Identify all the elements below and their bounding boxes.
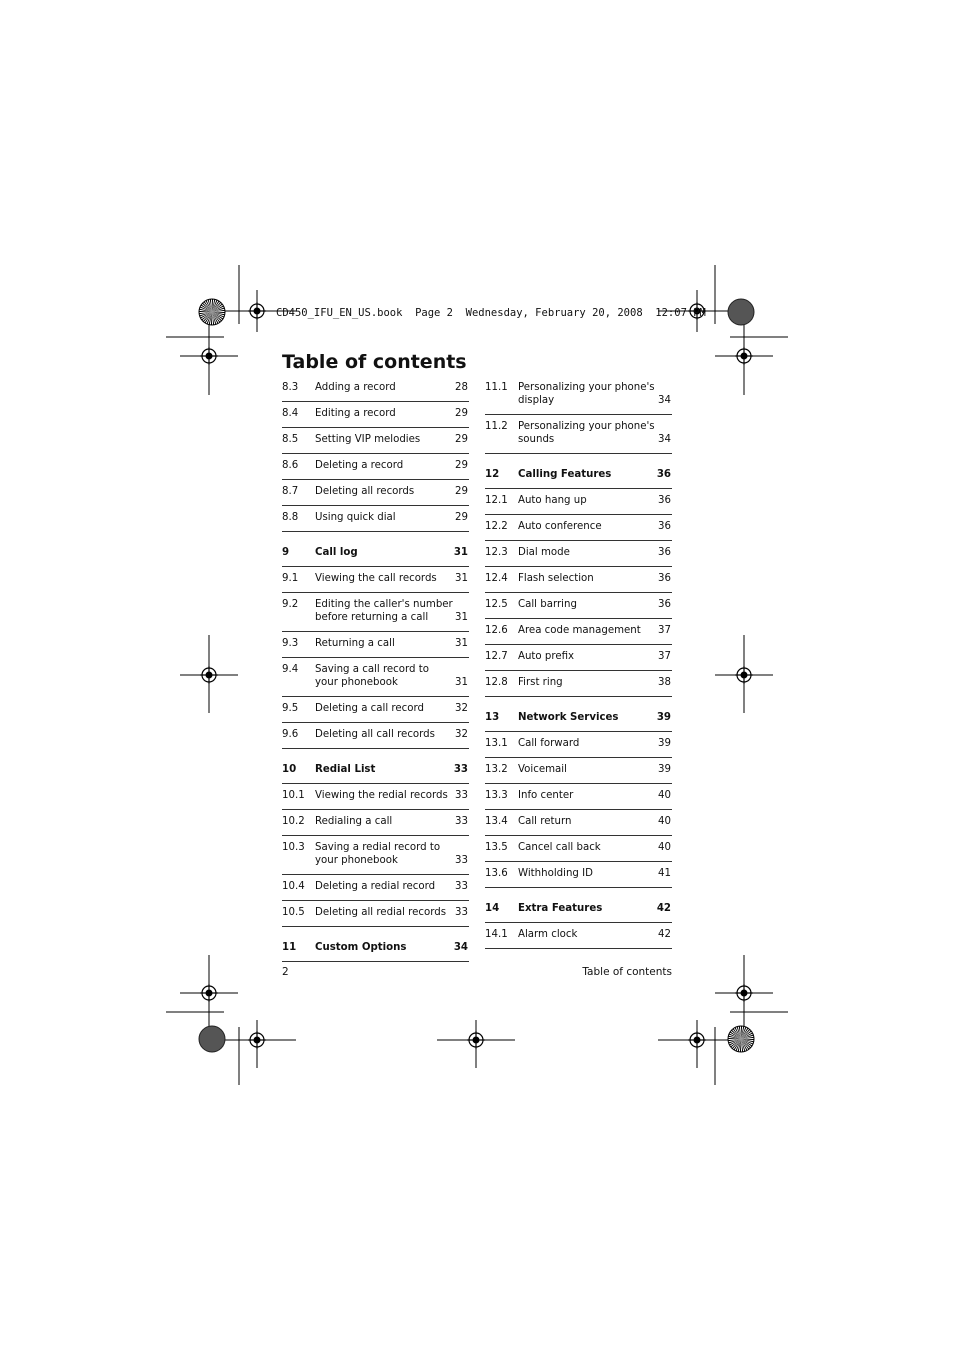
toc-section-entry[interactable] bbox=[282, 658, 469, 697]
toc-entry-page: 31 bbox=[455, 677, 468, 688]
toc-entry-page: 29 bbox=[455, 434, 468, 445]
toc-section-entry[interactable] bbox=[485, 515, 672, 541]
toc-section-entry[interactable] bbox=[282, 632, 469, 658]
toc-entry-page: 29 bbox=[455, 460, 468, 471]
toc-entry-title: Viewing the redial records bbox=[315, 790, 448, 801]
toc-entry-title: Editing the caller's number before returning a call bbox=[315, 599, 453, 623]
toc-entry-page: 32 bbox=[455, 729, 468, 740]
toc-entry-title: Redial List bbox=[315, 764, 376, 775]
toc-entry-number: 13.5 bbox=[485, 842, 508, 853]
toc-entry-number: 13.3 bbox=[485, 790, 508, 801]
toc-entry-page: 33 bbox=[453, 764, 468, 775]
toc-section-entry[interactable] bbox=[485, 862, 672, 888]
toc-entry-page: 33 bbox=[455, 881, 468, 892]
toc-entry-title: Flash selection bbox=[518, 573, 594, 584]
toc-entry-number: 11.1 bbox=[485, 382, 508, 393]
toc-entry-title: Deleting all records bbox=[315, 486, 415, 497]
toc-entry-title: Call return bbox=[518, 816, 572, 827]
grey-patch-icon bbox=[728, 299, 754, 325]
registration-target-icon bbox=[735, 347, 753, 365]
toc-entry-page: 38 bbox=[658, 677, 671, 688]
star-target-icon bbox=[199, 299, 225, 325]
toc-entry-number: 13.4 bbox=[485, 816, 508, 827]
toc-entry-page: 39 bbox=[658, 738, 671, 749]
toc-section-entry[interactable] bbox=[485, 732, 672, 758]
toc-entry-title: Calling Features bbox=[518, 469, 612, 480]
toc-section-entry[interactable] bbox=[485, 923, 672, 949]
toc-entry-number: 13.1 bbox=[485, 738, 508, 749]
registration-target-icon bbox=[200, 666, 218, 684]
toc-entry-number: 14.1 bbox=[485, 929, 508, 940]
toc-section-entry[interactable] bbox=[282, 428, 469, 454]
toc-entry-number: 9.4 bbox=[282, 664, 299, 675]
toc-chapter-entry[interactable] bbox=[485, 706, 672, 732]
toc-entry-title: Deleting all redial records bbox=[315, 907, 447, 918]
toc-chapter-entry[interactable] bbox=[485, 463, 672, 489]
toc-entry-title: Call barring bbox=[518, 599, 577, 610]
toc-entry-number: 13.2 bbox=[485, 764, 508, 775]
toc-entry-title: Deleting a record bbox=[315, 460, 404, 471]
toc-entry-page: 31 bbox=[453, 547, 468, 558]
registration-target-icon bbox=[688, 1031, 706, 1049]
toc-entry-number: 8.3 bbox=[282, 382, 299, 393]
toc-section-entry[interactable] bbox=[485, 541, 672, 567]
toc-entry-title: Withholding ID bbox=[518, 868, 593, 879]
toc-section-entry[interactable] bbox=[282, 480, 469, 506]
toc-entry-page: 36 bbox=[658, 521, 671, 532]
toc-entry-number: 12 bbox=[485, 469, 500, 480]
toc-entry-number: 9.5 bbox=[282, 703, 299, 714]
toc-entry-title: Call forward bbox=[518, 738, 580, 749]
page-title: Table of contents bbox=[282, 351, 467, 373]
toc-entry-number: 12.8 bbox=[485, 677, 508, 688]
toc-section-entry[interactable] bbox=[282, 784, 469, 810]
toc-entry-number: 12.3 bbox=[485, 547, 508, 558]
toc-entry-title: Editing a record bbox=[315, 408, 396, 419]
toc-entry-page: 33 bbox=[455, 790, 468, 801]
toc-entry-number: 12.7 bbox=[485, 651, 508, 662]
toc-section-entry[interactable] bbox=[485, 619, 672, 645]
toc-entry-number: 12.4 bbox=[485, 573, 508, 584]
toc-entry-page: 32 bbox=[455, 703, 468, 714]
toc-entry-number: 11 bbox=[282, 942, 297, 953]
toc-chapter-entry[interactable] bbox=[282, 936, 469, 962]
toc-entry-page: 29 bbox=[455, 512, 468, 523]
toc-entry-title: Deleting a call record bbox=[315, 703, 424, 714]
toc-entry-page: 36 bbox=[656, 469, 671, 480]
toc-entry-title: Auto hang up bbox=[518, 495, 587, 506]
toc-entry-title: Dial mode bbox=[518, 547, 570, 558]
toc-section-entry[interactable] bbox=[282, 593, 469, 632]
toc-section-entry[interactable] bbox=[485, 567, 672, 593]
toc-entry-page: 29 bbox=[455, 486, 468, 497]
toc-entry-number: 8.4 bbox=[282, 408, 299, 419]
footer-page-number: 2 bbox=[282, 966, 289, 978]
toc-section-entry[interactable] bbox=[485, 671, 672, 697]
toc-entry-title: Saving a call record to your phonebook bbox=[315, 664, 429, 688]
toc-entry-page: 42 bbox=[658, 929, 671, 940]
toc-entry-page: 31 bbox=[455, 612, 468, 623]
toc-section-entry[interactable] bbox=[485, 784, 672, 810]
toc-entry-page: 34 bbox=[453, 942, 468, 953]
toc-entry-page: 39 bbox=[658, 764, 671, 775]
toc-section-entry[interactable] bbox=[485, 489, 672, 515]
toc-entry-number: 9.6 bbox=[282, 729, 299, 740]
toc-chapter-entry[interactable] bbox=[282, 758, 469, 784]
toc-entry-number: 9 bbox=[282, 547, 290, 558]
toc-entry-page: 37 bbox=[658, 651, 671, 662]
toc-entry-page: 40 bbox=[658, 790, 671, 801]
toc-entry-title: Alarm clock bbox=[518, 929, 578, 940]
toc-entry-page: 34 bbox=[658, 434, 671, 445]
toc-entry-page: 33 bbox=[455, 907, 468, 918]
toc-section-entry[interactable] bbox=[282, 567, 469, 593]
toc-entry-page: 36 bbox=[658, 599, 671, 610]
toc-entry-number: 8.5 bbox=[282, 434, 299, 445]
toc-entry-title: Custom Options bbox=[315, 942, 407, 953]
toc-section-entry[interactable] bbox=[282, 697, 469, 723]
toc-chapter-entry[interactable] bbox=[485, 897, 672, 923]
toc-entry-title: Adding a record bbox=[315, 382, 396, 393]
footer-section-title: Table of contents bbox=[582, 966, 672, 978]
toc-entry-page: 37 bbox=[658, 625, 671, 636]
registration-target-icon bbox=[200, 347, 218, 365]
toc-entry-page: 36 bbox=[658, 495, 671, 506]
toc-section-entry[interactable] bbox=[485, 376, 672, 415]
toc-entry-number: 12.1 bbox=[485, 495, 508, 506]
toc-entry-page: 33 bbox=[455, 816, 468, 827]
toc-entry-number: 10 bbox=[282, 764, 297, 775]
toc-entry-title: Personalizing your phone's sounds bbox=[518, 421, 655, 445]
toc-entry-page: 34 bbox=[658, 395, 671, 406]
toc-entry-title: First ring bbox=[518, 677, 563, 688]
toc-entry-number: 13.6 bbox=[485, 868, 508, 879]
toc-entry-title: Voicemail bbox=[518, 764, 567, 775]
toc-entry-title: Auto prefix bbox=[518, 651, 575, 662]
toc-entry-number: 9.2 bbox=[282, 599, 299, 610]
toc-entry-number: 12.5 bbox=[485, 599, 508, 610]
registration-target-icon bbox=[735, 666, 753, 684]
toc-column-left bbox=[282, 376, 469, 962]
toc-entry-page: 41 bbox=[658, 868, 671, 879]
toc-entry-title: Personalizing your phone's display bbox=[518, 382, 655, 406]
toc-entry-page: 40 bbox=[658, 842, 671, 853]
toc-entry-title: Call log bbox=[315, 547, 358, 558]
registration-target-icon bbox=[735, 984, 753, 1002]
toc-section-entry[interactable] bbox=[282, 723, 469, 749]
toc-entry-number: 10.1 bbox=[282, 790, 305, 801]
toc-entry-number: 12.6 bbox=[485, 625, 508, 636]
toc-section-entry[interactable] bbox=[485, 810, 672, 836]
toc-section-entry[interactable] bbox=[485, 415, 672, 454]
toc-entry-title: Deleting all call records bbox=[315, 729, 435, 740]
toc-entry-title: Setting VIP melodies bbox=[315, 434, 421, 445]
toc-section-entry[interactable] bbox=[282, 901, 469, 927]
toc-entry-number: 10.5 bbox=[282, 907, 305, 918]
toc-entry-title: Cancel call back bbox=[518, 842, 601, 853]
toc-entry-title: Saving a redial record to your phonebook bbox=[315, 842, 441, 866]
registration-target-icon bbox=[248, 1031, 266, 1049]
toc-section-entry[interactable] bbox=[282, 402, 469, 428]
toc-entry-page: 31 bbox=[455, 638, 468, 649]
toc-entry-title: Redialing a call bbox=[315, 816, 393, 827]
toc-entry-number: 9.1 bbox=[282, 573, 299, 584]
toc-section-entry[interactable] bbox=[282, 376, 469, 402]
toc-entry-page: 42 bbox=[656, 903, 671, 914]
print-header-line: CD450_IFU_EN_US.book Page 2 Wednesday, February 20, 2008 12:07 PM bbox=[276, 307, 706, 319]
toc-entry-page: 28 bbox=[455, 382, 468, 393]
toc-entry-page: 39 bbox=[656, 712, 671, 723]
toc-entry-page: 36 bbox=[658, 573, 671, 584]
toc-section-entry[interactable] bbox=[485, 758, 672, 784]
toc-entry-number: 8.6 bbox=[282, 460, 299, 471]
toc-entry-number: 10.3 bbox=[282, 842, 305, 853]
registration-target-icon bbox=[200, 984, 218, 1002]
toc-entry-title: Returning a call bbox=[315, 638, 395, 649]
toc-entry-title: Deleting a redial record bbox=[315, 881, 436, 892]
toc-section-entry[interactable] bbox=[485, 593, 672, 619]
toc-entry-page: 33 bbox=[455, 855, 468, 866]
toc-chapter-entry[interactable] bbox=[282, 541, 469, 567]
toc-section-entry[interactable] bbox=[485, 836, 672, 862]
toc-entry-title: Viewing the call records bbox=[315, 573, 437, 584]
toc-entry-number: 14 bbox=[485, 903, 500, 914]
toc-entry-number: 12.2 bbox=[485, 521, 508, 532]
toc-section-entry[interactable] bbox=[282, 506, 469, 532]
toc-entry-title: Info center bbox=[518, 790, 574, 801]
grey-patch-icon bbox=[199, 1026, 225, 1052]
toc-entry-number: 10.4 bbox=[282, 881, 305, 892]
toc-entry-number: 9.3 bbox=[282, 638, 299, 649]
toc-entry-number: 10.2 bbox=[282, 816, 305, 827]
toc-entry-page: 31 bbox=[455, 573, 468, 584]
toc-section-entry[interactable] bbox=[282, 875, 469, 901]
toc-column-right bbox=[485, 376, 672, 949]
toc-entry-title: Auto conference bbox=[518, 521, 602, 532]
toc-entry-number: 11.2 bbox=[485, 421, 508, 432]
toc-entry-number: 8.7 bbox=[282, 486, 299, 497]
toc-entry-title: Network Services bbox=[518, 712, 619, 723]
toc-entry-page: 40 bbox=[658, 816, 671, 827]
toc-section-entry[interactable] bbox=[485, 645, 672, 671]
toc-section-entry[interactable] bbox=[282, 454, 469, 480]
toc-entry-number: 8.8 bbox=[282, 512, 299, 523]
toc-entry-title: Area code management bbox=[518, 625, 641, 636]
toc-entry-page: 29 bbox=[455, 408, 468, 419]
toc-entry-title: Using quick dial bbox=[315, 512, 396, 523]
registration-target-icon bbox=[467, 1031, 485, 1049]
toc-entry-number: 13 bbox=[485, 712, 500, 723]
toc-entry-title: Extra Features bbox=[518, 903, 603, 914]
registration-target-icon bbox=[248, 302, 266, 320]
toc-section-entry[interactable] bbox=[282, 836, 469, 875]
star-target-icon bbox=[728, 1026, 754, 1052]
toc-entry-page: 36 bbox=[658, 547, 671, 558]
toc-section-entry[interactable] bbox=[282, 810, 469, 836]
